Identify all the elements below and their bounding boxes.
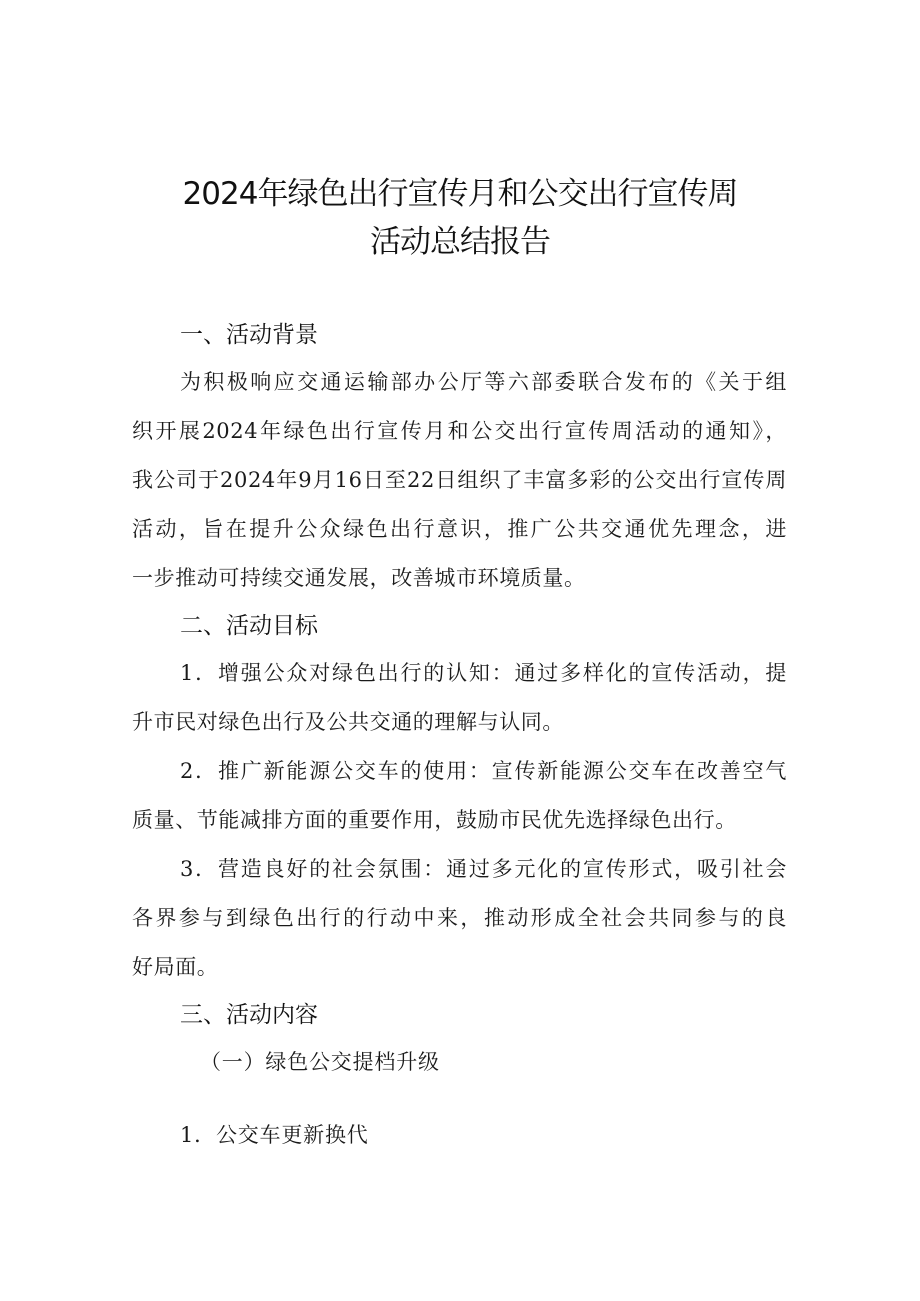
list-item-line: 质量、节能减排方面的重要作用，鼓励市民优先选择绿色出行。	[132, 808, 737, 832]
paragraph-line: 一步推动可持续交通发展，改善城市环境质量。	[132, 566, 586, 590]
list-item-line: 3．营造良好的社会氛围：通过多元化的宣传形式，吸引社会	[180, 857, 787, 881]
list-item-line: 各界参与到绿色出行的行动中来，推动形成全社会共同参与的良	[132, 906, 787, 930]
section-heading-background: 一、活动背景	[180, 322, 318, 348]
section-heading-goals: 二、活动目标	[180, 613, 318, 639]
subsection-heading: （一）绿色公交提档升级	[200, 1050, 440, 1074]
list-item-line: 好局面。	[132, 955, 219, 979]
document-title-line-2: 活动总结报告	[370, 224, 550, 260]
list-item-line: 升市民对绿色出行及公共交通的理解与认同。	[132, 710, 564, 734]
list-item-line: 1．公交车更新换代	[180, 1123, 369, 1147]
section-heading-content: 三、活动内容	[180, 1002, 318, 1028]
document-title-line-1: 2024年绿色出行宣传月和公交出行宣传周	[182, 176, 738, 212]
paragraph-line: 织开展2024年绿色出行宣传月和公交出行宣传周活动的通知》，	[132, 419, 787, 443]
paragraph-line: 为积极响应交通运输部办公厅等六部委联合发布的《关于组	[180, 370, 787, 394]
list-item-line: 1．增强公众对绿色出行的认知：通过多样化的宣传活动，提	[180, 661, 787, 685]
list-item-line: 2．推广新能源公交车的使用：宣传新能源公交车在改善空气	[180, 759, 787, 783]
paragraph-line: 活动，旨在提升公众绿色出行意识，推广公共交通优先理念，进	[132, 517, 787, 541]
paragraph-line: 我公司于2024年9月16日至22日组织了丰富多彩的公交出行宣传周	[132, 468, 787, 492]
